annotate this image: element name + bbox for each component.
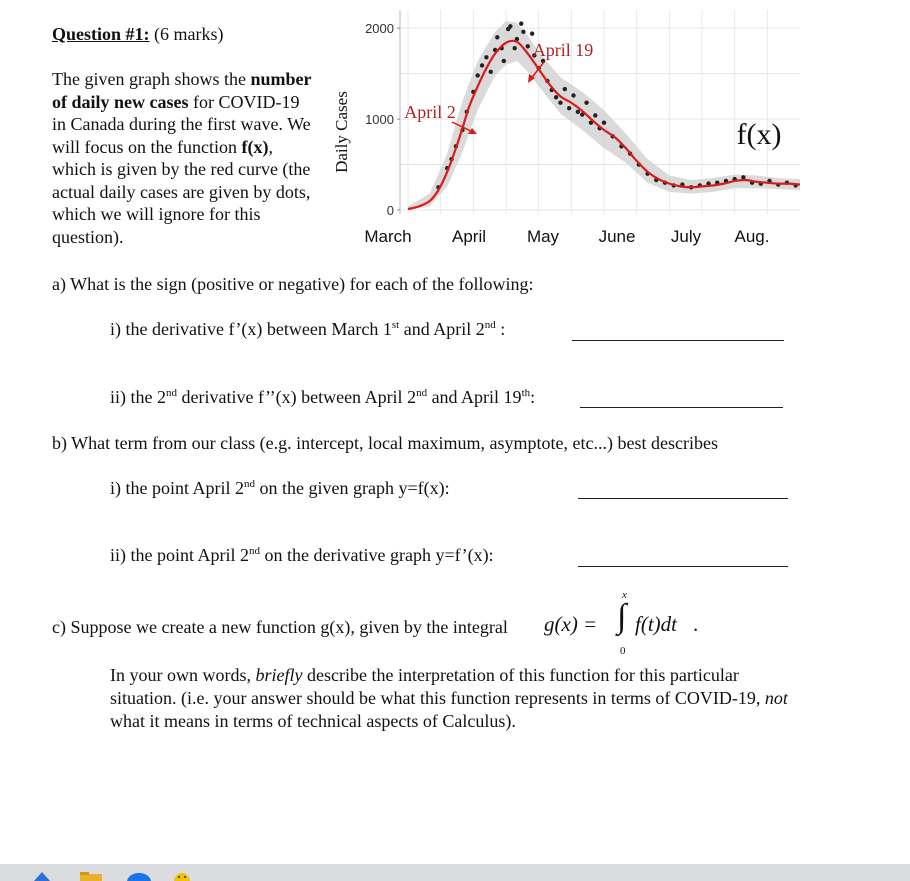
data-point (741, 175, 745, 179)
y-axis-label: Daily Cases (332, 91, 351, 173)
integral-period: . (693, 612, 699, 636)
question-title (52, 24, 224, 45)
x-tick-label: July (670, 227, 702, 246)
part-a-i-sup1: st (391, 319, 400, 331)
answer-line-b-ii[interactable] (578, 566, 788, 567)
data-point (519, 21, 523, 25)
fx-label: f(x) (736, 118, 782, 151)
y-tick-labels (365, 21, 400, 218)
part-a-ii-text4: : (530, 387, 536, 407)
x-tick-label: April (451, 227, 487, 246)
annotation-april-2: April 2 (404, 102, 456, 122)
arrow-icon[interactable] (34, 872, 50, 881)
part-a-ii-sup2: nd (416, 387, 428, 399)
data-point (563, 87, 567, 91)
y-tick-label: 1000 (365, 112, 394, 128)
intro-text-3: , which is given by the red curve (the actual daily cases are given by dots, which we will ignore for this question). (52, 136, 311, 247)
part-b-ii-text2: on the derivative graph y=f’(x): (260, 545, 494, 565)
data-point (521, 30, 525, 34)
y-tick-label: 0 (386, 203, 394, 218)
integral-lower-limit: 0 (620, 645, 626, 657)
x-tick-label: March (364, 227, 412, 246)
part-c-paragraph (110, 664, 800, 733)
part-c-para-em2: not (764, 688, 788, 708)
integral-integrand: f(t)dt (635, 612, 677, 636)
answer-line-a-ii[interactable] (580, 407, 783, 408)
data-point (554, 95, 558, 99)
part-b-ii-text1: ii) the point April 2 (110, 545, 249, 565)
integral-sign: ∫ (617, 598, 627, 635)
part-b-i-text1: i) the point April 2 (110, 478, 244, 498)
covid-chart (322, 4, 802, 258)
data-point (584, 101, 588, 105)
part-c-para-em1: briefly (255, 665, 303, 685)
part-a-i-text1: i) the derivative f’(x) between March 1 (110, 319, 392, 339)
x-tick-label: May (526, 227, 560, 246)
part-a-ii-text3: and April 19 (427, 387, 522, 407)
answer-line-b-i[interactable] (578, 498, 788, 499)
annotation-april-19: April 19 (532, 40, 594, 60)
answer-line-a-i[interactable] (572, 340, 784, 341)
part-b-i (110, 478, 450, 499)
part-c-para-1: In your own words, (110, 665, 256, 685)
part-a-ii-text1: ii) the 2 (110, 387, 166, 407)
data-point (526, 44, 530, 48)
folder-icon[interactable] (80, 872, 102, 881)
intro-paragraph (52, 68, 314, 248)
part-a-ii (110, 387, 535, 408)
data-point (567, 106, 571, 110)
part-c-text: c) Suppose we create a new function g(x), given by the integral (52, 617, 508, 637)
data-point (489, 70, 493, 74)
part-a-i-text2: and April 2 (399, 319, 485, 339)
x-tick-label: June (598, 227, 636, 246)
x-tick-labels (364, 227, 769, 246)
data-point (480, 63, 484, 67)
data-point (593, 113, 597, 117)
data-point (558, 101, 562, 105)
browser-icon[interactable] (127, 872, 151, 881)
question-number: Question #1: (52, 24, 150, 44)
data-point (495, 35, 499, 39)
intro-bold-1: number of daily new cases (52, 69, 312, 112)
part-b-intro: b) What term from our class (e.g. intercept, local maximum, asymptote, etc...) best describes (52, 433, 718, 453)
y-tick-label: 2000 (365, 21, 394, 37)
data-point (484, 55, 488, 59)
part-b-i-sup: nd (244, 478, 255, 490)
data-point (508, 24, 512, 28)
chart-svg (322, 4, 802, 258)
data-point (502, 59, 506, 63)
part-a-i-text3: : (495, 319, 506, 339)
part-b-ii-sup: nd (249, 545, 260, 557)
intro-text-1: The given graph shows the (52, 69, 246, 89)
data-point (530, 31, 534, 35)
data-point (576, 110, 580, 114)
x-tick-label: Aug. (734, 227, 770, 246)
data-point (571, 93, 575, 97)
data-point (475, 73, 479, 77)
question-marks: (6 marks) (154, 24, 224, 44)
part-a-ii-sup1: nd (166, 387, 177, 399)
part-b-ii (110, 545, 494, 566)
data-point (513, 46, 517, 50)
part-a-ii-text2: derivative f’’(x) between April 2 (177, 387, 417, 407)
integral-upper-limit: x (622, 589, 627, 601)
part-a-i (110, 319, 505, 340)
part-a-intro: a) What is the sign (positive or negative) for each of the following: (52, 274, 534, 294)
part-a-i-sup2: nd (484, 319, 496, 331)
intro-text-2: for COVID-19 in Canada during the first wave. We will focus on the function (52, 91, 311, 157)
part-c-para-3: what it means in terms of technical aspects of Calculus). (110, 711, 516, 731)
emoji-icon[interactable] (174, 872, 190, 881)
part-a-ii-sup3: th (521, 387, 531, 399)
part-c-para-2: describe the interpretation of this function for this particular situation. (i.e. your answer should be what this function represents in terms of COVID-19, (110, 665, 765, 708)
part-b-i-text2: on the given graph y=f(x): (255, 478, 450, 498)
intro-bold-2: f(x) (241, 136, 269, 157)
integral-lhs: g(x) = (544, 612, 598, 636)
data-point (602, 121, 606, 125)
